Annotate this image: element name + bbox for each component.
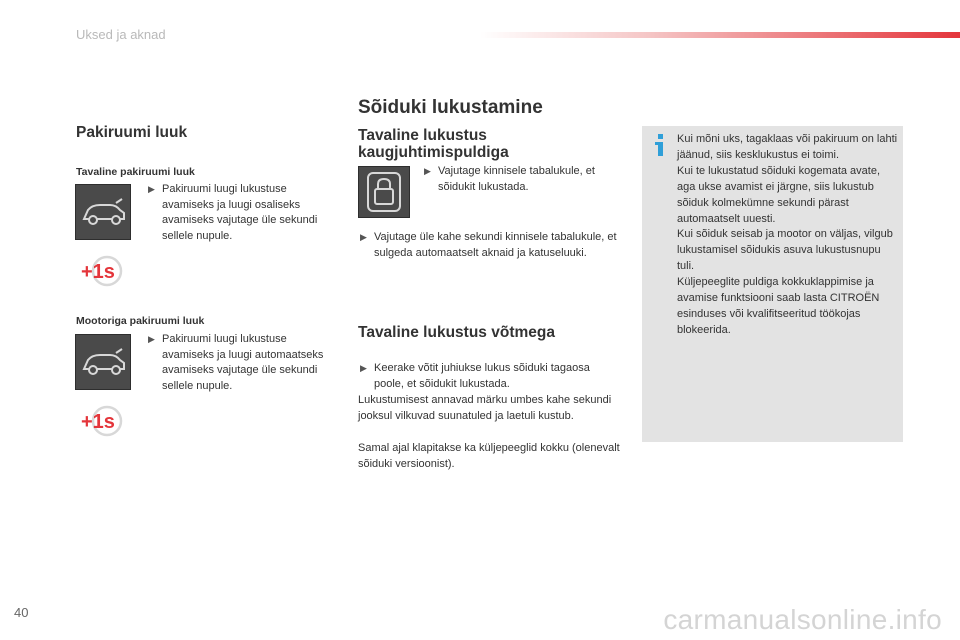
subtitle-standard-trunk: Tavaline pakiruumi luuk bbox=[76, 166, 195, 178]
bullet-arrow-icon: ▶ bbox=[148, 334, 155, 344]
bullet-trunk-motorized: ▶ Pakiruumi luugi lukustuse avamiseks ja luugi automaatseks avamiseks vajutage üle sekundi sellele nupule. bbox=[148, 332, 338, 394]
paragraph-lock-signal: Lukustumisest annavad märku umbes kahe sekundi jooksul vilkuvad suunatuled ja laetuli kustub. bbox=[358, 394, 612, 422]
info-icon bbox=[655, 134, 667, 156]
trunk-button-icon bbox=[75, 334, 131, 390]
bullet-arrow-icon: ▶ bbox=[360, 232, 367, 242]
timer-label: +1s bbox=[81, 411, 115, 433]
bullet-arrow-icon: ▶ bbox=[360, 363, 367, 373]
info-text: Kui mõni uks, tagaklaas või pakiruum on lahti jäänud, siis kesklukustus ei toimi. Kui te lukustatud sõiduki kogemata avate, aga ukse avamist ei järgne, siis lukustub sõiduk kolmekümne sekundi pärast automaatselt uuesti. Kui sõiduk seisab ja mootor on väljas, vilgub lukustamisel sõidukis asuva lukustusnupu tuli. Küljepeeglite puldiga kokkuklappimise ja avamise funktsiooni saab lasta CITROËN esinduses või kvalifitseeritud töökojas blokeerida. bbox=[677, 133, 898, 336]
section-title-trunk: Pakiruumi luuk bbox=[76, 124, 188, 141]
bullet-key-lock: ▶ Keerake võtit juhiukse lukus sõiduki tagaosa poole, et sõidukit lukustada. bbox=[360, 361, 620, 392]
bullet-arrow-icon: ▶ bbox=[424, 166, 431, 176]
remote-lock-button-icon bbox=[358, 166, 410, 218]
header-accent-bar bbox=[480, 32, 960, 38]
bullet-remote-lock-windows: ▶ Vajutage üle kahe sekundi kinnisele tabalukule, et sulgeda automaatselt aknaid ja katuseluuki. bbox=[360, 230, 620, 261]
page-number: 40 bbox=[14, 605, 29, 620]
bullet-arrow-icon: ▶ bbox=[148, 184, 155, 194]
bullet-trunk-standard: ▶ Pakiruumi luugi lukustuse avamiseks ja luugi osaliseks avamiseks vajutage üle sekundi sellele nupule. bbox=[148, 182, 338, 244]
info-box bbox=[642, 126, 903, 442]
timer-plus-one-second-icon bbox=[79, 254, 127, 288]
timer-plus-one-second-icon bbox=[79, 404, 127, 438]
chapter-title: Uksed ja aknad bbox=[76, 27, 166, 42]
timer-label: +1s bbox=[81, 261, 115, 283]
paragraph-mirror-fold: Samal ajal klapitakse ka küljepeeglid kokku (olenevalt sõiduki versioonist). bbox=[358, 442, 620, 470]
subtitle-remote-locking: Tavaline lukustus kaugjuhtimispuldiga bbox=[358, 127, 509, 161]
subtitle-key-locking: Tavaline lukustus võtmega bbox=[358, 324, 555, 341]
trunk-button-icon bbox=[75, 184, 131, 240]
subtitle-motorized-trunk: Mootoriga pakiruumi luuk bbox=[76, 315, 205, 327]
section-title-locking: Sõiduki lukustamine bbox=[358, 97, 543, 118]
watermark: carmanualsonline.info bbox=[663, 604, 942, 635]
bullet-remote-lock: ▶ Vajutage kinnisele tabalukule, et sõidukit lukustada. bbox=[424, 164, 614, 195]
